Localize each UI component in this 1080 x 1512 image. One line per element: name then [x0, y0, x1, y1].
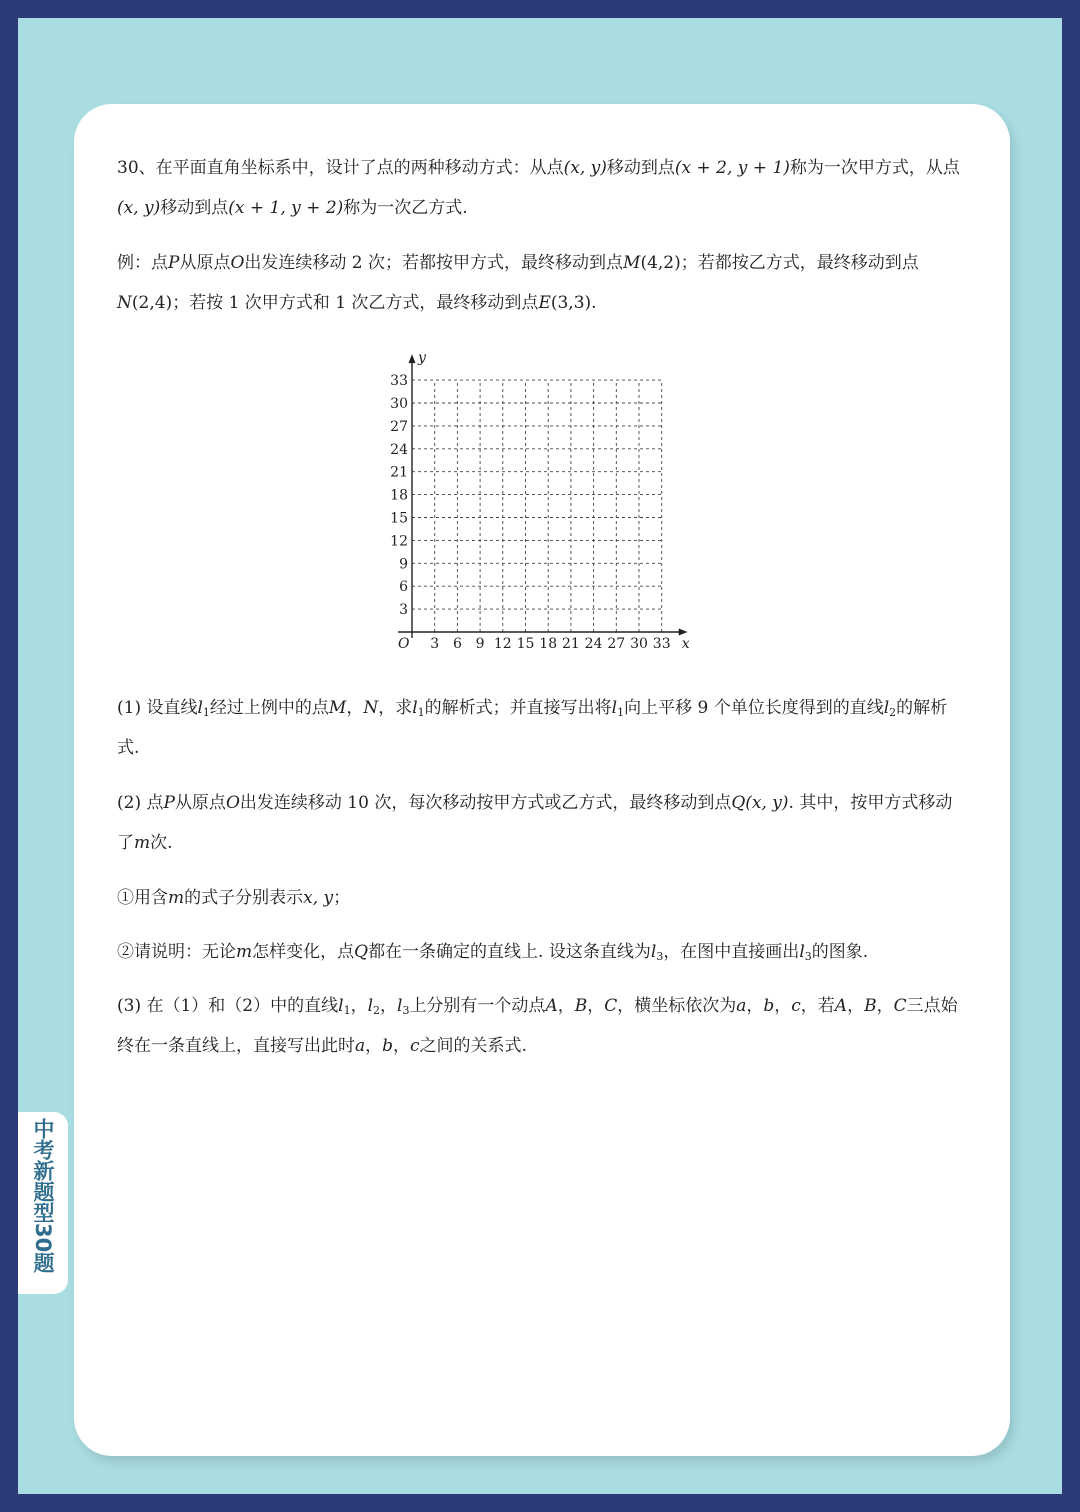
x-axis-label: x	[681, 636, 690, 652]
y-tick-label: 6	[399, 579, 408, 596]
question-2-part-2: ②请说明：无论m怎样变化，点Q都在一条确定的直线上. 设这条直线为$l_3$，在图中直接画出$l_3$的图象.	[117, 942, 869, 963]
x-tick-label: 15	[516, 636, 535, 652]
problem-example: 例：点P从原点O出发连续移动 2 次；若都按甲方式，最终移动到点M(4,2)；若都按乙方式，最终移动到点N(2,4)；若按 1 次甲方式和 1 次乙方式，最终移动到点E(3,3).	[117, 253, 919, 313]
x-tick-label: 3	[430, 636, 440, 652]
origin-label: O	[398, 636, 410, 652]
y-axis-label: y	[418, 352, 426, 367]
question-3: (3) 在（1）和（2）中的直线$l_1$，$l_2$，$l_3$上分别有一个动点A，B，C，横坐标依次为a，b，c，若A，B，C三点始终在一条直线上，直接写出此时a，b，c之间的关系式.	[117, 996, 958, 1056]
x-tick-label: 33	[652, 636, 671, 652]
x-tick-label: 12	[493, 636, 512, 652]
x-tick-label: 18	[539, 636, 558, 652]
question-2-part-1: ①用含m的式子分别表示x, y；	[117, 888, 351, 908]
side-tab-label: 中考新题型30题	[31, 1118, 55, 1274]
coordinate-grid	[380, 352, 700, 652]
problem-intro: 30、在平面直角坐标系中，设计了点的两种移动方式：从点(x, y)移动到点(x + 2, y + 1)称为一次甲方式，从点(x, y)移动到点(x + 1, y + 2)称为一次乙方式.	[117, 158, 960, 218]
x-tick-label: 27	[607, 636, 626, 652]
x-tick-label: 30	[630, 636, 648, 652]
y-axis-arrow-icon	[409, 354, 416, 363]
question-1: (1) 设直线$l_1$经过上例中的点M，N，求$l_1$的解析式；并直接写出将$l_1$向上平移 9 个单位长度得到的直线$l_2$的解析式.	[117, 698, 948, 758]
y-tick-label: 30	[390, 396, 408, 412]
y-tick-label: 9	[399, 556, 408, 573]
y-tick-label: 27	[390, 418, 408, 435]
x-tick-label: 6	[452, 636, 462, 652]
y-tick-label: 3	[399, 602, 408, 619]
side-tab	[18, 1112, 68, 1294]
y-tick-label: 33	[390, 373, 408, 390]
x-tick-label: 24	[584, 636, 603, 652]
x-tick-label: 21	[561, 636, 580, 652]
y-tick-label: 24	[390, 441, 408, 458]
y-tick-label: 21	[390, 464, 408, 481]
y-tick-label: 15	[390, 510, 408, 527]
y-tick-label: 18	[390, 487, 408, 504]
x-axis-arrow-icon	[679, 629, 688, 636]
x-tick-label: 9	[475, 636, 485, 652]
question-2: (2) 点P从原点O出发连续移动 10 次，每次移动按甲方式或乙方式，最终移动到点Q(x, y). 其中，按甲方式移动了m次.	[117, 793, 953, 853]
y-tick-label: 12	[390, 533, 408, 550]
